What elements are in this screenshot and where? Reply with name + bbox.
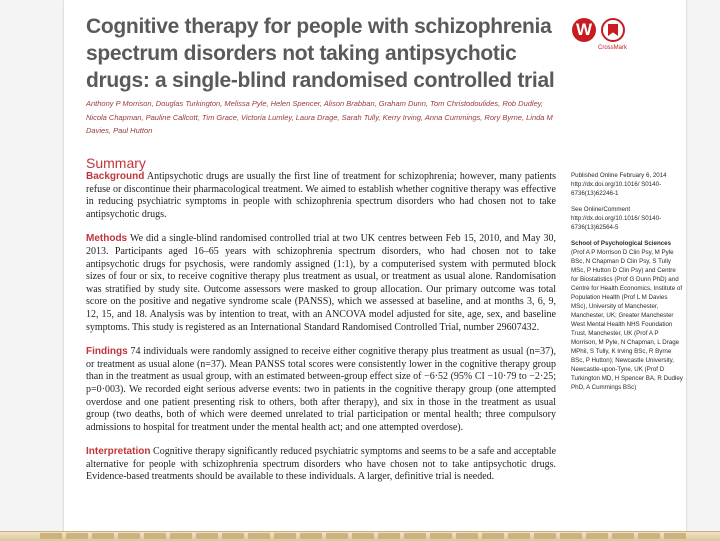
section-text: Antipsychotic drugs are usually the first line of treatment for schizophrenia; however, many patients refuse or discontinue their pharmacological treatment. We aimed to establish whether cognitive therapy was effective in reducing psychiatric symptoms in people with schizophrenia spectrum disorders who had chosen not to take antipsychotic drugs. — [86, 171, 556, 220]
sidebar-text: (Prof A P Morrison D Clin Psy, M Pyle BSc, N Chapman D Clin Psy, S Tully MSc, P Hutton D Clin Psy) and Centre for Biostatistics (Prof G Dunn PhD) and Centre for Health Economics, Institute of Population Health (Prof L M Davies MSc), University of Manchester, Manchester, UK; Greater Manchester West Mental Health NHS Foundation Trust, Manchester, UK (Prof A P Morrison, M Pyle, N Chapman, L Drage MPhil, S Tully, K Irving BSc, R Byrne BSc, P Hutton); Newcastle University, Newcastle-upon-Tyne, UK (Prof D Turkington MD, H Spencer BA, R Dudley PhD, A Cummings BSc) — [571, 249, 683, 391]
lancet-logo-icon: W — [572, 18, 596, 42]
section-background — [86, 171, 556, 221]
taskbar-button[interactable] — [248, 533, 270, 539]
taskbar-button[interactable] — [222, 533, 244, 539]
section-text: 74 individuals were randomly assigned to receive either cognitive therapy plus treatment as usual (n=37), or treatment as usual alone (n=37). Mean PANSS total scores were consistently lower in the cognitive therapy group than in the treatment as usual group, with an estimated between-group effect size of −6·52 (95% CI −10·79 to −2·25; p=0·003). We recorded eight serious adverse events: two in patients in the cognitive therapy group (one attempted overdose and one patient presenting risk to others, both after therapy), and six in those in the treatment as usual group (two deaths, both of which were deemed unrelated to trial participation or mental health; three compulsory admissions to hospital for treatment under the mental health act; and one attempted overdose). — [86, 346, 557, 433]
taskbar-button[interactable] — [560, 533, 582, 539]
taskbar-button[interactable] — [430, 533, 452, 539]
sidebar-text: Published Online February 6, 2014 http://dx.doi.org/10.1016/ S0140-6736(13)62246-1 — [571, 172, 667, 197]
summary-heading: Summary — [86, 155, 146, 171]
abstract-sections — [86, 171, 556, 496]
crossmark-label: CrossMark — [598, 45, 628, 51]
taskbar-button[interactable] — [170, 533, 192, 539]
pdf-page — [64, 0, 686, 540]
taskbar-button[interactable] — [612, 533, 634, 539]
section-methods — [86, 233, 556, 334]
sidebar-published — [571, 171, 683, 198]
section-text: Cognitive therapy significantly reduced psychiatric symptoms and seems to be a safe and acceptable alternative for people with schizophrenia spectrum disorders who have chosen not to take antipsychotic drugs. Evidence-based treatments should be available to these individuals. A larger, definitive trial is needed. — [86, 446, 557, 483]
taskbar-button[interactable] — [456, 533, 478, 539]
journal-badges — [568, 18, 648, 68]
section-label: Background — [86, 171, 145, 182]
taskbar-button[interactable] — [196, 533, 218, 539]
section-findings — [86, 346, 556, 434]
author-list: Anthony P Morrison, Douglas Turkington, Melissa Pyle, Helen Spencer, Alison Brabban, Graham Dunn, Tom Christodoulides, Rob Dudley, Nicola Chapman, Pauline Callcott, Tim Grace, Victoria Lumley, Laura Drage, Sarah Tully, Kerry Irving, Anna Cummings, Rory Byrne, Linda M Davies, Paul Hutton — [86, 99, 553, 135]
sidebar-affiliations — [571, 239, 683, 392]
taskbar-button[interactable] — [40, 533, 62, 539]
taskbar-button[interactable] — [404, 533, 426, 539]
sidebar-text: See Online/Comment http://dx.doi.org/10.1016/ S0140-6736(13)62564-5 — [571, 206, 662, 231]
taskbar-button[interactable] — [534, 533, 556, 539]
section-label: Findings — [86, 346, 128, 358]
taskbar-button[interactable] — [586, 533, 608, 539]
taskbar-button[interactable] — [300, 533, 322, 539]
taskbar-button[interactable] — [352, 533, 374, 539]
section-interpretation — [86, 446, 556, 484]
taskbar-button[interactable] — [66, 533, 88, 539]
section-label: Methods — [86, 233, 128, 245]
taskbar-button[interactable] — [326, 533, 348, 539]
taskbar-button[interactable] — [118, 533, 140, 539]
crossmark-icon[interactable] — [601, 18, 625, 42]
taskbar-button[interactable] — [508, 533, 530, 539]
section-text: We did a single-blind randomised controlled trial at two UK centres between Feb 15, 2010, and May 30, 2013. Participants aged 16–65 years with schizophrenia spectrum disorders, who had chosen not to take antipsychotic drugs for psychosis, were randomly assigned (1:1), by a computerised system with permuted block sizes of four or six, to receive cognitive therapy plus treatment as usual, or treatment as usual alone. Randomisation was stratified by study site. Outcome assessors were masked to group allocation. Our primary outcome was total score on the positive and negative syndrome scale (PANSS), which we assessed at baseline, and at months 3, 6, 9, 12, 15, and 18. Analysis was by intention to treat, with an ANCOVA model adjusted for site, age, sex, and baseline symptoms. This study is registered as an International Standard Randomised Controlled Trial, number 29607432. — [86, 233, 556, 333]
taskbar-button[interactable] — [92, 533, 114, 539]
taskbar-button[interactable] — [638, 533, 660, 539]
sidebar-bold: School of Psychological Sciences — [571, 240, 672, 247]
sidebar-comment — [571, 205, 683, 232]
section-label: Interpretation — [86, 446, 151, 458]
sidebar-notes — [571, 171, 683, 399]
taskbar-button[interactable] — [274, 533, 296, 539]
taskbar-button[interactable] — [664, 533, 686, 539]
taskbar-button[interactable] — [482, 533, 504, 539]
taskbar-button[interactable] — [144, 533, 166, 539]
taskbar-button[interactable] — [378, 533, 400, 539]
article-title: Cognitive therapy for people with schizophrenia spectrum disorders not taking antipsychotic drugs: a single-blind randomised controlled trial — [86, 15, 555, 92]
